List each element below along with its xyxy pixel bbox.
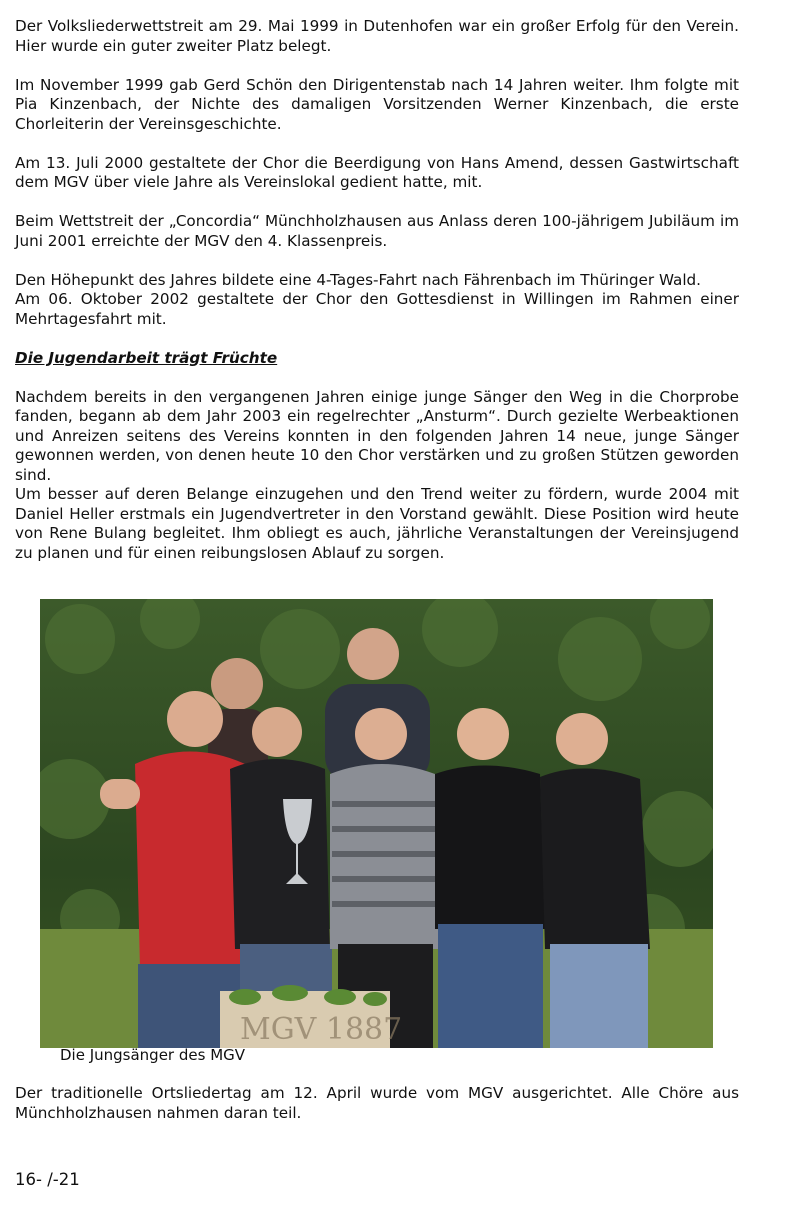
paragraph-jugend-ansturm: Nachdem bereits in den vergangenen Jahren einige junge Sänger den Weg in die Chorprobe fanden, begann ab dem Jahr 2003 ein regelrechter „Ansturm“. Durch gezielte Werbeaktionen und Anreizen seitens des Vereins konnten in den folgenden Jahren 14 neue, junge Sänger gewonnen werden, von denen heute 10 den Chor verstärken und zu großen Stützen geworden sind. — [15, 387, 739, 484]
paragraph-beerdigung: Am 13. Juli 2000 gestaltete der Chor die Beerdigung von Hans Amend, dessen Gastwirtschaft dem MGV über viele Jahre als Vereinslokal gedient hatte, mit. — [15, 153, 739, 191]
photo-caption: Die Jungsänger des MGV — [60, 1046, 246, 1064]
group-photo — [40, 599, 713, 1048]
paragraph-volksliederwettstreit: Der Volksliederwettstreit am 29. Mai 1999 in Dutenhofen war ein großer Erfolg für den Verein. Hier wurde ein guter zweiter Platz belegt. — [15, 17, 739, 55]
closing-section — [15, 1084, 739, 1143]
sign-lettering: MGV 1887 — [240, 1012, 403, 1047]
paragraph-ortsliedertag: Der traditionelle Ortsliedertag am 12. April wurde vom MGV ausgerichtet. Alle Chöre aus Münchholzhausen nahmen daran teil. — [15, 1084, 739, 1122]
paragraph-dirigentenwechsel: Im November 1999 gab Gerd Schön den Dirigentenstab nach 14 Jahren weiter. Ihm folgte mit Pia Kinzenbach, der Nichte des damaligen Vorsitzenden Werner Kinzenbach, die erste Chorleiterin der Vereinsgeschichte. — [15, 75, 739, 133]
paragraph-wettstreit-concordia: Beim Wettstreit der „Concordia“ Münchholzhausen aus Anlass deren 100-jährigem Jubiläum im Juni 2001 erreichte der MGV den 4. Klassenpreis. — [15, 212, 739, 250]
page-number: 16- /-21 — [15, 1170, 80, 1189]
paragraph-fahrt-faehrenbach: Den Höhepunkt des Jahres bildete eine 4-Tages-Fahrt nach Fährenbach im Thüringer Wald. — [15, 270, 702, 289]
document-body — [15, 17, 739, 583]
section-heading: Die Jugendarbeit trägt Früchte — [15, 348, 278, 367]
paragraph-jugendvertreter: Um besser auf deren Belange einzugehen und den Trend weiter zu fördern, wurde 2004 mit Daniel Heller erstmals ein Jugendvertreter in den Vorstand gewählt. Diese Position wird heute von Rene Bulang begleitet. Ihm obliegt es auch, jährliche Veranstaltungen der Vereinsjugend zu planen und für einen reibungslosen Ablauf zu sorgen. — [15, 485, 739, 562]
paragraph-gottesdienst: Am 06. Oktober 2002 gestaltete der Chor den Gottesdienst in Willingen im Rahmen einer Mehrtagesfahrt mit. — [15, 290, 739, 328]
